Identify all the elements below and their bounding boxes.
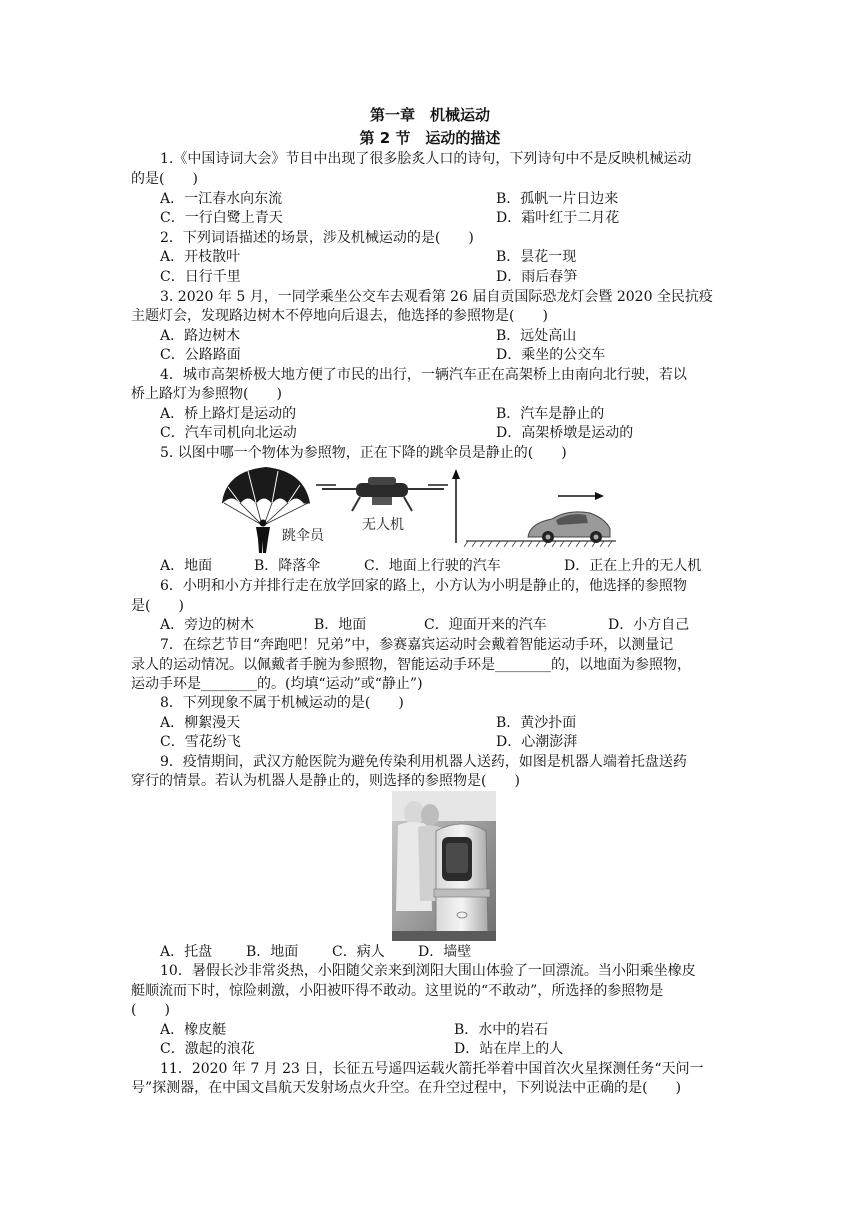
- q10-option-d: D．站在岸上的人: [454, 1041, 564, 1057]
- q5-figure-label-drone: 无人机: [362, 517, 404, 533]
- q9-option-a: A．托盘: [160, 944, 213, 960]
- q5-figure: [218, 463, 618, 558]
- q1-option-d: D．霜叶红于二月花: [496, 210, 620, 226]
- q6-option-d: D．小方自己: [608, 617, 690, 633]
- q2-option-d: D．雨后春笋: [496, 269, 578, 285]
- q2-stem-line1: 2．下列词语描述的场景，涉及机械运动的是( ): [160, 230, 474, 246]
- q10-stem-line3: ( ): [131, 1002, 170, 1018]
- q11-stem-line2: 号”探测器，在中国文昌航天发射场点火升空。在升空过程中，下列说法中正确的是( ): [131, 1080, 682, 1096]
- q3-option-c: C．公路路面: [160, 347, 241, 363]
- chapter-title: 第一章 机械运动: [369, 106, 490, 124]
- q8-option-a: A．柳絮漫天: [160, 715, 241, 731]
- q2-option-c: C．日行千里: [160, 269, 241, 285]
- q11-stem-line1: 11．2020 年 7 月 23 日，长征五号遥四运载火箭托举着中国首次火星探测任务“天问一: [160, 1061, 704, 1077]
- q1-option-c: C．一行白鹭上青天: [160, 210, 283, 226]
- q10-stem-line1: 10．暑假长沙非常炎热，小阳随父亲来到浏阳大围山体验了一回漂流。当小阳乘坐橡皮: [160, 963, 696, 979]
- q5-option-b: B．降落伞: [254, 558, 321, 574]
- car-icon: [528, 512, 610, 543]
- q8-stem-line1: 8．下列现象不属于机械运动的是( ): [160, 695, 404, 711]
- q10-option-c: C．激起的浪花: [160, 1041, 255, 1057]
- q7-stem-line2: 录人的运动情况。以佩戴者手腕为参照物，智能运动手环是________的，以地面为参照物，: [131, 657, 691, 673]
- q4-stem-line1: 4．城市高架桥极大地方便了市民的出行，一辆汽车正在高架桥上由南向北行驶，若以: [160, 367, 687, 383]
- q6-stem-line1: 6．小明和小方并排行走在放学回家的路上，小方认为小明是静止的，他选择的参照物: [160, 578, 687, 594]
- q5-figure-label-parachutist: 跳伞员: [282, 528, 324, 544]
- q1-stem-line1: 1.《中国诗词大会》节目中出现了很多脍炙人口的诗句，下列诗句中不是反映机械运动: [160, 151, 692, 167]
- q10-option-a: A．橡皮艇: [160, 1022, 227, 1038]
- q7-stem-line1: 7．在综艺节目“奔跑吧！兄弟”中，参赛嘉宾运动时会戴着智能运动手环，以测量记: [160, 637, 674, 653]
- q3-stem-line2: 主题灯会，发现路边树木不停地向后退去，他选择的参照物是( ): [131, 308, 548, 324]
- q9-option-b: B．地面: [246, 944, 299, 960]
- section-title: 第 2 节 运动的描述: [359, 129, 501, 147]
- q9-stem-line1: 9．疫情期间，武汉方舱医院为避免传染利用机器人送药，如图是机器人端着托盘送药: [160, 754, 687, 770]
- q4-option-a: A．桥上路灯是运动的: [160, 406, 297, 422]
- q6-option-a: A．旁边的树木: [160, 617, 255, 633]
- q10-stem-line2: 艇顺流而下时，惊险刺激，小阳被吓得不敢动。这里说的“不敢动”，所选择的参照物是: [131, 983, 664, 999]
- q1-option-b: B．孤帆一片日边来: [496, 191, 619, 207]
- q1-option-a: A．一江春水向东流: [160, 191, 283, 207]
- q9-robot-photo: [392, 791, 496, 941]
- q5-option-a: A．地面: [160, 558, 213, 574]
- upward-arrow-icon: [452, 469, 460, 543]
- q8-option-c: C．雪花纷飞: [160, 734, 241, 750]
- q8-option-d: D．心潮澎湃: [496, 734, 578, 750]
- q2-option-a: A．开枝散叶: [160, 249, 241, 265]
- q3-option-b: B．远处高山: [496, 328, 577, 344]
- q5-stem-line1: 5. 以图中哪一个物体为参照物，正在下降的跳伞员是静止的( ): [160, 445, 567, 461]
- q10-option-b: B．水中的岩石: [454, 1022, 549, 1038]
- q4-option-b: B．汽车是静止的: [496, 406, 605, 422]
- q3-option-a: A．路边树木: [160, 328, 241, 344]
- drone-icon: [316, 477, 448, 511]
- q8-option-b: B．黄沙扑面: [496, 715, 577, 731]
- q3-stem-line1: 3. 2020 年 5 月，一同学乘坐公交车去观看第 26 届自贡国际恐龙灯会暨 2020 全民抗疫: [160, 289, 713, 305]
- q9-stem-line2: 穿行的情景。若认为机器人是静止的，则选择的参照物是( ): [131, 773, 520, 789]
- q3-option-d: D．乘坐的公交车: [496, 347, 606, 363]
- q6-stem-line2: 是( ): [131, 598, 184, 614]
- q2-option-b: B．昙花一现: [496, 249, 577, 265]
- q5-option-d: D．正在上升的无人机: [564, 558, 702, 574]
- q6-option-c: C．迎面开来的汽车: [424, 617, 547, 633]
- q9-option-d: D．墙壁: [418, 944, 472, 960]
- q4-option-d: D．高架桥墩是运动的: [496, 425, 634, 441]
- q5-option-c: C．地面上行驶的汽车: [364, 558, 501, 574]
- q4-option-c: C．汽车司机向北运动: [160, 425, 297, 441]
- rightward-arrow-icon: [558, 492, 604, 500]
- q9-option-c: C．病人: [332, 944, 385, 960]
- q1-stem-line2: 的是( ): [131, 171, 198, 187]
- q7-stem-line3: 运动手环是________的。(均填“运动”或“静止”): [131, 676, 423, 692]
- q6-option-b: B．地面: [314, 617, 367, 633]
- q4-stem-line2: 桥上路灯为参照物( ): [131, 386, 282, 402]
- robot-figure: [434, 824, 490, 941]
